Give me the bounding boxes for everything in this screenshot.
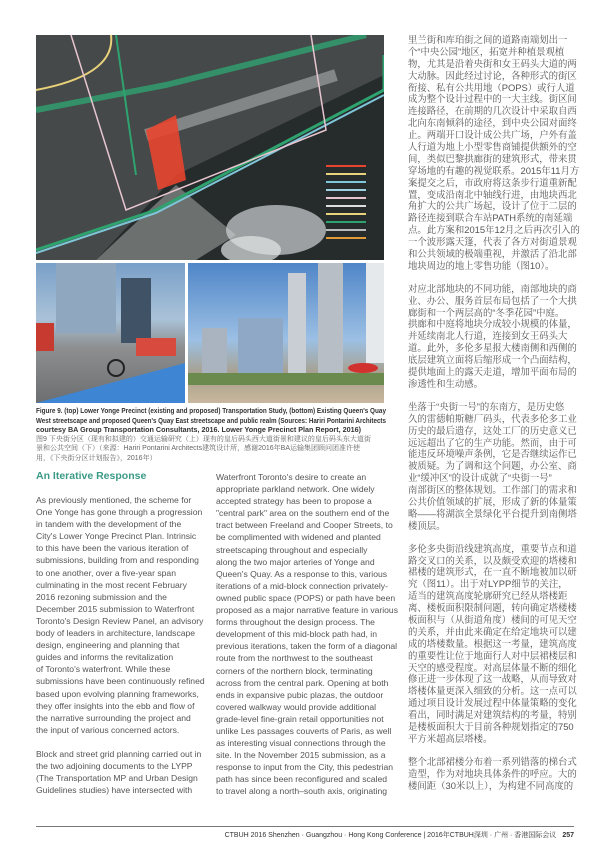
text-line: 路交叉口的关系，以及颇受欢迎的塔楼和 bbox=[408, 554, 577, 566]
footer-rule bbox=[36, 826, 574, 827]
text-line: 个“中央公园”地区，拓宽并种植景观植 bbox=[408, 45, 565, 57]
text-line: 渗透性和生动感。 bbox=[408, 377, 484, 389]
text-line: 廊街和一个两层高的“冬季花园”中庭。 bbox=[408, 306, 565, 318]
text-line: 北向东南倾斜的途径，到中央公园对面终 bbox=[408, 117, 577, 129]
proposed-queens-quay-east-rendering bbox=[188, 263, 384, 403]
text-line: 南部街区的整体规划。工作部门的需求和 bbox=[408, 484, 577, 496]
text-line: site. In the November 2015 submission, as a bbox=[216, 750, 386, 761]
page-number: 257 bbox=[562, 832, 574, 839]
text-line: 提供地面上的露天走道，增加平面布局的 bbox=[408, 366, 577, 378]
text-line: path has since been reconfigured and scaled bbox=[216, 774, 388, 785]
paragraph-gap bbox=[408, 745, 583, 756]
text-line: previous iterations, taken the form of a diagonal bbox=[216, 641, 398, 652]
text-line: 略——将湖滨全景绿化平台提升到南侧塔 bbox=[408, 507, 577, 519]
text-line: 道。此外，多伦多星报大楼南侧和西侧的 bbox=[408, 342, 577, 354]
text-line: response to input from the City, this pedestrian bbox=[216, 762, 394, 773]
text-line: proposed as a major narrative feature in various bbox=[216, 605, 398, 616]
text-line: 间，类似巴黎拱廊街的建筑形式，带来贯 bbox=[408, 152, 577, 164]
paragraph-gap bbox=[408, 532, 583, 543]
text-line: body of leaders in architecture, landscape bbox=[36, 628, 196, 639]
text-line: Guidelines studies) have intersected with bbox=[36, 785, 193, 796]
text-line: Waterfront Toronto's desire to create an bbox=[216, 472, 367, 482]
text-line: to one another, over a five-year span bbox=[36, 567, 176, 578]
text-line: 多伦多央街沿线建筑高度，重要节点和道 bbox=[408, 542, 577, 554]
text-line: 底层建筑立面将后缩形成一个凸面结构， bbox=[408, 354, 577, 366]
text-line: 通过项目设计发展过程中体量策略的变化 bbox=[408, 697, 577, 709]
text-line: 拱廊和中庭将地块分成较小规模的体量， bbox=[408, 318, 577, 330]
text-line: streetscaping throughout and especially bbox=[216, 544, 368, 555]
text-line: 楼间距（30米以上），为构建不同高度的 bbox=[408, 779, 574, 791]
existing-queens-quay-west-photo bbox=[36, 263, 185, 403]
text-line: 对应北部地块的不同功能，南部地块的商 bbox=[408, 282, 577, 294]
text-line: 是楼板面积大于目前各种规划指定的750 bbox=[408, 720, 574, 732]
text-line: City's Lower Yonge Precinct Plan. Intrinsic bbox=[36, 531, 197, 542]
text-line: 物，尤其是沿着央街和女王码头大道的两 bbox=[408, 57, 577, 69]
text-line: route from the northwest to the southeast bbox=[216, 653, 373, 664]
text-line: 人行道为地上小型零售商铺提供额外的空 bbox=[408, 141, 577, 153]
text-line: 久的雷德帕斯糖厂码头，代表多伦多工业 bbox=[408, 412, 577, 424]
text-line: 和公共领域的极端重视，并激活了沿北部 bbox=[408, 248, 577, 260]
text-line: 路径连接到联合车站PATH系统的南延端 bbox=[408, 212, 573, 224]
text-line: to travel along a north–south axis, originating bbox=[216, 786, 388, 797]
text-line: 平方米超高层塔楼。 bbox=[408, 732, 493, 744]
text-line: One Yonge has gone through a progression bbox=[36, 507, 203, 518]
caption-en-line: Figure 9. (top) Lower Yonge Precinct (existing and proposed) Transportation Study, (bottom) Existing Queen's Quay bbox=[36, 406, 386, 415]
text-line: of Toronto's waterfront. While these bbox=[36, 664, 171, 675]
text-line: 穿场地的有趣的视觉联系。2015年11月方 bbox=[408, 164, 580, 176]
text-line: 的重要性让位于地面行人对中层裙楼层和 bbox=[408, 649, 577, 661]
text-line: 裙楼的建筑形式，在一直不断地被加以研 bbox=[408, 566, 577, 578]
text-line: development of this mid-block path had, in bbox=[216, 629, 377, 640]
transportation-study-map bbox=[36, 35, 384, 260]
text-line: 置，变成沿南北中轴线行进，由地块西北 bbox=[408, 188, 577, 200]
figure-caption bbox=[36, 406, 386, 464]
text-line: 历史的最后遗存，这处工厂的历史意义已 bbox=[408, 424, 577, 436]
text-line: the narrative surrounding the project and bbox=[36, 712, 191, 723]
paragraph-gap bbox=[408, 272, 583, 283]
text-line: guides and informs the revitalization bbox=[36, 652, 174, 663]
text-line: along the two major arteries of Yonge and bbox=[216, 556, 375, 567]
text-line: 衔接、私有公共用地（POPS）或行人道 bbox=[408, 81, 575, 93]
text-line: to this have been the various iteration of bbox=[36, 543, 189, 554]
text-line: 造型，作为对地块具体条件的呼应。大的 bbox=[408, 767, 577, 779]
text-line: 业、办公、服务首层布局包括了一个大拱 bbox=[408, 294, 577, 306]
text-line: 塔楼体量更深入细致的分析。这一点可以 bbox=[408, 685, 577, 697]
text-line: 看出，同时满足对建筑结构的考量，特别 bbox=[408, 709, 577, 721]
text-line: 业“缓冲区”的设计成就了“央街一号” bbox=[408, 472, 552, 484]
text-line: be complimented with widened and planted bbox=[216, 532, 381, 543]
text-line: 远远超出了它的生产功能。然而，由于可 bbox=[408, 436, 577, 448]
text-line: design, engineering and planning that bbox=[36, 640, 180, 651]
text-line: 成的塔楼数量。根据这一考量，建筑高度 bbox=[408, 637, 577, 649]
text-line: 适当的建筑高度轮廓研究已经从塔楼距 bbox=[408, 590, 568, 602]
text-line: (The Transportation MP and Urban Design bbox=[36, 773, 198, 784]
text-line: across from the central park. Opening at both bbox=[216, 677, 389, 688]
section-heading: An Iterative Response bbox=[36, 470, 147, 482]
text-line: as interesting visual connections through the bbox=[216, 738, 386, 749]
text-line: 地块周边的地上零售功能（图10）。 bbox=[408, 259, 555, 271]
caption-en-line: courtesy BA Group Transportation Consultants, 2016. Lower Yonge Precinct Plan Report, 2016) bbox=[36, 425, 361, 435]
text-line: 楼顶层。 bbox=[408, 519, 446, 531]
text-line: they offer insights into the ebb and flow of bbox=[36, 700, 195, 711]
text-line: the input of various concerned actors. bbox=[36, 724, 180, 735]
text-line: forms throughout the design process. The bbox=[216, 617, 375, 628]
body-column-3-chinese bbox=[408, 34, 583, 791]
footer-text: CTBUH 2016 Shenzhen · Guangzhou · Hong Kong Conference | 2016年CTBUH深圳 · 广州 · 香港国际会议 bbox=[224, 832, 557, 839]
text-line: 公共价值领域的扩展，形成了新的体量策 bbox=[408, 495, 577, 507]
text-line: ends in expansive pubic plazas, the outdoor bbox=[216, 689, 384, 700]
text-line: December 2015 submission to Waterfront bbox=[36, 603, 195, 614]
text-line: tract between Freeland and Cooper Streets, to bbox=[216, 520, 393, 531]
text-line: 大动脉。因此经过讨论，各种形式的街区 bbox=[408, 69, 577, 81]
text-line: 天空的感受程度。对高层体量不断的细化 bbox=[408, 661, 577, 673]
text-line: iterations of a mid-block connection privately- bbox=[216, 580, 388, 591]
text-line: 2016 rezoning submission and the bbox=[36, 591, 167, 602]
text-line: As previously mentioned, the scheme for bbox=[36, 495, 192, 505]
text-line: 角扩大的公共广场起，设计了位于二层的 bbox=[408, 200, 577, 212]
text-line: owned public space (POPS) or path have been bbox=[216, 592, 396, 603]
text-line: Block and street grid planning carried out in bbox=[36, 748, 202, 759]
text-line: based upon evolving planning frameworks, bbox=[36, 688, 199, 699]
text-line: 案提交之后，市政府将这条步行道重新配 bbox=[408, 176, 577, 188]
text-line: 并延续南北人行道，连接到女王码头大 bbox=[408, 330, 568, 342]
text-line: 坐落于“央街一号”的东南方，是历史悠 bbox=[408, 400, 565, 412]
text-line: 能违反环境噪声条例，它是否继续运作已 bbox=[408, 448, 577, 460]
text-line: Queen's Quay. As a response to this, various bbox=[216, 568, 388, 579]
text-line: Toronto's Design Review Panel, an advisory bbox=[36, 615, 204, 626]
text-line: "central park" area on the southern end of the bbox=[216, 508, 390, 519]
text-line: corners of the northern block, terminating bbox=[216, 665, 373, 676]
text-line: 离、楼板面积限制问题，转向确定塔楼楼 bbox=[408, 602, 577, 614]
text-line: submissions have been continuously refined bbox=[36, 676, 205, 687]
text-line: grade-level fine-grain retail opportunities not bbox=[216, 713, 384, 724]
text-line: 一个波形露天篷，代表了各方对街道景观 bbox=[408, 236, 577, 248]
text-line: 板面积与（从街道角度）楼间的可见天空 bbox=[408, 613, 577, 625]
text-line: 整个北部裙楼分布着一系列错落的梯台式 bbox=[408, 755, 577, 767]
text-line: submissions, building from and responding bbox=[36, 555, 199, 566]
caption-zh-line: 图9 下央街分区（现有和拟建的）交通运输研究（上）现有的皇后码头西大道街景和建议的皇后码头东大道街 bbox=[36, 435, 371, 443]
text-line: 止。两端开口设计成公共广场，户外有盖 bbox=[408, 129, 577, 141]
text-line: covered walkway would provide additional bbox=[216, 701, 377, 712]
paragraph-gap bbox=[36, 736, 206, 748]
text-line: 连接路径，在前期的几次设计中采取自西 bbox=[408, 105, 577, 117]
body-column-1 bbox=[36, 494, 206, 796]
text-line: 的关系，并由此来确定在给定地块可以建 bbox=[408, 625, 577, 637]
text-line: 被质疑。为了调和这个问题，办公室、商 bbox=[408, 460, 577, 472]
text-line: 成为整个设计过程中的一大主线。街区间 bbox=[408, 93, 577, 105]
paragraph-gap bbox=[408, 390, 583, 401]
text-line: 修正进一步体现了这一战略，从而导致对 bbox=[408, 673, 577, 685]
text-line: in tandem with the development of the bbox=[36, 519, 182, 530]
text-line: 点。此方案和2015年12月之后再次引入的 bbox=[408, 224, 580, 236]
text-line: unlike Les passages couverts of Paris, as well bbox=[216, 725, 392, 736]
text-line: 究（图11）。出于对LYPP细节的关注， bbox=[408, 578, 568, 590]
body-column-2 bbox=[216, 471, 398, 798]
text-line: the two adjoining documents to the LYPP bbox=[36, 760, 193, 771]
text-line: culminating in the most recent February bbox=[36, 579, 187, 590]
text-line: appropriate parkland network. One widely bbox=[216, 484, 375, 495]
caption-zh-line: 景和公共空间（下）（来源：Hariri Pontarini Architects建筑设计所，感谢2016年BA运输集团顾问团准许使 bbox=[36, 445, 360, 453]
caption-en-line: West streetscape and proposed Queen's Quay East streetscape and public realm (Sources: Hariri Pontarini Architects bbox=[36, 415, 386, 425]
caption-zh-line: 用，《下央街分区计划报告》，2016年） bbox=[36, 454, 157, 462]
text-line: accepted strategy has been to propose a bbox=[216, 496, 372, 507]
text-line: 里兰街和库珀街之间的道路南端划出一 bbox=[408, 34, 568, 45]
page-footer bbox=[225, 830, 574, 840]
